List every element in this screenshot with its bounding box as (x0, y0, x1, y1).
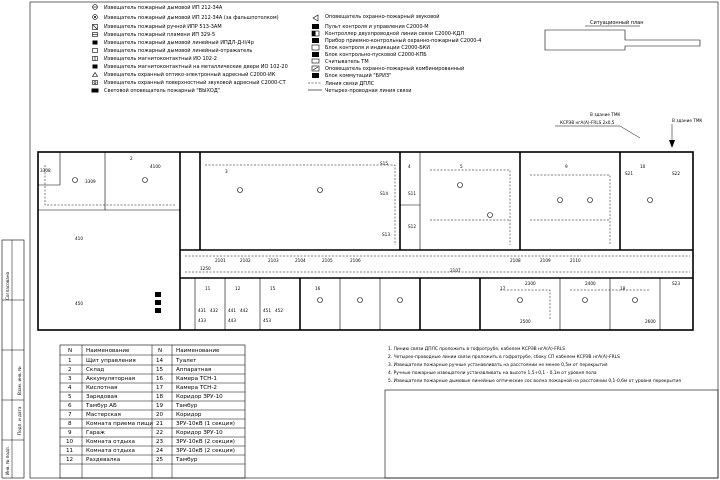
device-tag: 1250 (200, 266, 211, 271)
title-block-frame (385, 390, 718, 478)
floor-plan (38, 152, 693, 330)
table-cell: 8 (68, 421, 72, 427)
legend-left-item: Извещатель пожарный пламени ИП 329-5 (104, 32, 216, 38)
indication-block-icon (312, 45, 319, 50)
device-tag: S11 (408, 191, 416, 196)
legend-right-item: Оповещатель охранно-пожарный комбинированный (325, 66, 465, 72)
device-tag: 432 (210, 308, 218, 313)
sounder-icon (313, 15, 318, 21)
room-number: 12 (235, 286, 241, 291)
cable-label: В здание ТМК (672, 118, 703, 123)
cable-annotations (555, 112, 702, 148)
device-tag: 2102 (240, 258, 251, 263)
room-number: 4 (408, 164, 411, 169)
room-number: 3 (225, 169, 228, 174)
device-tag: 2110 (570, 258, 581, 263)
table-cell: 15 (156, 367, 164, 373)
table-cell: 16 (156, 376, 164, 382)
room-number: 9 (565, 164, 568, 169)
table-cell: Камера ТСН-1 (176, 376, 217, 382)
control-panel-icon (155, 292, 161, 297)
smoke-detector-icon (73, 178, 78, 183)
device-tag: 441 (228, 308, 236, 313)
legend-right-item: Считыватель ТМ (325, 59, 369, 65)
device-tag: 2109 (540, 258, 551, 263)
smoke-detector-icon (318, 298, 323, 303)
legend-left-item: Извещатель пожарный дымовой линейный ИПДЛ-Д-II/4р (104, 40, 254, 46)
legend-right-item: Пульт контроля и управления С2000-М (325, 24, 429, 30)
room-table (60, 345, 245, 478)
table-header-name: Наименование (86, 348, 130, 354)
smoke-detector-icon (583, 298, 588, 303)
legend-left-item: Световой оповещатель пожарный "ВЫХОД" (104, 88, 221, 94)
table-cell: Комната приема пищи (86, 421, 154, 427)
smoke-detector-icon (458, 183, 463, 188)
table-cell: 24 (156, 448, 164, 454)
room-number: 17 (500, 286, 506, 291)
magnet-contact-icon (93, 57, 98, 61)
device-tag: 2107 (450, 268, 461, 273)
device-tag: 2108 (510, 258, 521, 263)
legend-left-item: Извещатель охранный поверхностный звуковой адресный С2000-СТ (104, 80, 286, 86)
stamp-vzam-inv: Взам. инв. № (17, 366, 22, 395)
table-cell: 11 (66, 448, 74, 454)
room-number: 11 (205, 286, 211, 291)
combined-sounder-icon (312, 66, 319, 71)
device-tag: 450 (75, 301, 83, 306)
table-cell: Кислотная (86, 385, 118, 391)
device-tag: S23 (672, 281, 680, 286)
note-line: 1. Линию связи ДПЛС проложить в гофротрубе, кабелем КСРЭВ нгА(А)-FRLS (388, 347, 566, 352)
cable-label: В здание ТМК (590, 112, 621, 117)
device-tag: S12 (408, 224, 416, 229)
legend-right (308, 13, 481, 94)
table-cell: Коридор ЗРУ-10 (176, 430, 223, 436)
smoke-detector-icon (398, 298, 403, 303)
table-cell: Зарядовая (86, 394, 118, 400)
smoke-detector-icon (358, 298, 363, 303)
legend-right-item: Линия связи ДПЛС (325, 81, 375, 87)
device-tag: 4100 (150, 164, 161, 169)
smoke-detector-ceiling-icon (93, 15, 98, 20)
table-cell: Щит управления (86, 358, 136, 364)
table-cell: 1 (68, 358, 72, 364)
table-cell: 5 (68, 394, 72, 400)
site-plan (545, 19, 700, 50)
table-cell: 7 (68, 412, 72, 418)
table-cell: Аккумуляторная (86, 376, 136, 382)
table-cell: Комната отдыха (86, 439, 135, 445)
room-number: 10 (640, 164, 646, 169)
device-tag: S21 (625, 171, 633, 176)
device-tag: S14 (380, 191, 388, 196)
table-cell: ЗРУ-10кВ (1 секция) (176, 421, 235, 427)
glass-break-detector-icon (93, 81, 98, 85)
table-cell: Комната отдыха (86, 448, 135, 454)
smoke-detector-icon (238, 188, 243, 193)
control-device-icon (155, 300, 161, 305)
table-cell: Тамбур (176, 457, 198, 463)
device-tag: 451 (263, 308, 271, 313)
dpls-line-left (45, 165, 175, 205)
stamp-soglasovano: Согласовано (5, 271, 10, 300)
table-cell: 2 (68, 367, 72, 373)
table-cell: Аппаратная (176, 367, 212, 373)
legend-left (92, 4, 288, 94)
dpls-line-top (205, 165, 395, 245)
reflector-icon (93, 49, 98, 53)
note-line: 2. Четырех-проводные линии связи проложить в гофротрубе, сбоку СП кабелем КСРЭВ нгА(А)-FRLS (388, 355, 620, 360)
note-line: 5. Извещатели пожарные дымовые линейные оптические сос волна пожарной на расстоянии 0,1-0,6м от уровня перекрытия (388, 379, 681, 384)
device-tag: 2300 (525, 281, 536, 286)
smoke-detector-icon (93, 5, 98, 10)
legend-right-item: Прибор приемно-контрольный охранно-пожарный С2000-4 (325, 38, 482, 44)
table-cell: 9 (68, 430, 72, 436)
table-cell: Коридор ЗРУ-10 (176, 394, 223, 400)
device-tag: 2500 (520, 319, 531, 324)
cable-label: КСРЭВ нгА(А)-FRLS 2х0,5 (560, 120, 615, 125)
legend-right-item: Блок контрольно-пусковой С2000-КПБ (325, 52, 427, 58)
device-tag: 2104 (295, 258, 306, 263)
legend-left-item: Извещатель пожарный дымовой линейный-отражатель (104, 48, 253, 54)
table-cell: 17 (156, 385, 164, 391)
room-number: 2 (130, 156, 133, 161)
arrow-down-icon (669, 140, 675, 148)
room-number: 5 (460, 164, 463, 169)
control-device-icon (312, 38, 319, 43)
device-tag: 2105 (322, 258, 333, 263)
device-tag: S15 (380, 161, 388, 166)
device-tag: 443 (228, 318, 236, 323)
legend-left-item: Извещатель охранный оптико-электронный адресный С2000-ИК (104, 72, 276, 78)
legend-left-item: Извещатель магнитоконтактный на металлические двери ИО 102-20 (104, 64, 288, 70)
device-tag: 433 (198, 318, 206, 323)
table-cell: ЗРУ-10кВ (2 секция) (176, 439, 235, 445)
table-header-n: N (158, 348, 163, 354)
device-tag: 431 (198, 308, 206, 313)
device-tag: 410 (75, 236, 83, 241)
table-cell: Мастерская (86, 412, 121, 418)
outer-wall (38, 152, 693, 330)
control-panel-icon (312, 24, 319, 29)
room-number: 18 (620, 286, 626, 291)
smoke-detector-icon (588, 198, 593, 203)
device-tag: S22 (672, 171, 680, 176)
flame-detector-icon (93, 33, 98, 37)
device-tag: S13 (382, 232, 390, 237)
table-cell: 22 (156, 430, 164, 436)
ir-detector-icon (93, 73, 98, 77)
table-cell: 3 (68, 376, 72, 382)
legend-left-item: Извещатель пожарный дымовой ИП 212-34А (104, 5, 223, 11)
switch-block-icon (312, 73, 319, 78)
legend-right-item: Контроллер двухпроводной линии связи С2000-КДЛ (325, 31, 464, 37)
device-tag: 2600 (645, 319, 656, 324)
legend-left-item: Извещатель магнитоконтактный ИО 102-2 (104, 56, 217, 62)
legend-right-item: Блок коммутаций "БРИЗ" (325, 73, 392, 79)
smoke-detector-icon (518, 298, 523, 303)
table-cell: 21 (156, 421, 164, 427)
smoke-detector-icon (318, 188, 323, 193)
smoke-detector-icon (633, 298, 638, 303)
device-tag: 2400 (585, 281, 596, 286)
device-tag: 2106 (350, 258, 361, 263)
stamp-podp-data: Подп. и дата (17, 406, 22, 435)
table-cell: 20 (156, 412, 164, 418)
smoke-detector-icon (648, 198, 653, 203)
table-cell: 25 (156, 457, 164, 463)
room-number: 16 (315, 286, 321, 291)
device-tag: 452 (275, 308, 283, 313)
manual-call-point-icon (93, 25, 98, 30)
device-tag: 453 (263, 318, 271, 323)
table-cell: 14 (156, 358, 164, 364)
device-tag: 3309 (85, 179, 96, 184)
room-number: 15 (270, 286, 276, 291)
legend-left-item: Извещатель пожарный дымовой ИП 212-34А (за фальшпотолком) (104, 15, 279, 21)
legend-left-item: Извещатель пожарный ручной ИПР 513-3АМ (104, 24, 222, 30)
device-tag: 3308 (40, 168, 51, 173)
table-cell: Склад (86, 367, 105, 373)
legend-right-item: Оповещатель охранно-пожарный звуковой (325, 14, 440, 20)
controller-kdl-icon (312, 31, 319, 36)
device-tag: 2101 (215, 258, 226, 263)
table-cell: Тамбур (176, 403, 198, 409)
note-line: 4. Ручные пожарные извещатели устанавливать на высоте 1,5+0,1 - 0,1м от уровня пола (388, 371, 597, 376)
table-cell: 19 (156, 403, 164, 409)
table-header-name: Наименование (176, 348, 220, 354)
start-block-icon (155, 308, 161, 313)
table-cell: ЗРУ-10кВ (2 секция) (176, 448, 235, 454)
table-cell: Тамбур АБ (86, 403, 117, 409)
table-cell: Гараж (86, 430, 105, 436)
reader-icon (312, 59, 319, 63)
table-header-n: N (68, 348, 73, 354)
legend-right-item: Четырех-проводная линия связи (325, 88, 412, 94)
table-cell: 23 (156, 439, 164, 445)
general-notes (388, 345, 681, 384)
smoke-detector-icon (488, 213, 493, 218)
start-block-icon (312, 52, 319, 57)
table-cell: Туалет (176, 358, 197, 364)
table-cell: 18 (156, 394, 164, 400)
device-tag: 442 (240, 308, 248, 313)
table-cell: 4 (68, 385, 72, 391)
magnet-contact-metal-icon (93, 65, 98, 69)
table-cell: Камера ТСН-2 (176, 385, 217, 391)
note-line: 3. Извещатели пожарные ручные устанавливать на расстоянии не менее 0,5м от перекрытия (388, 363, 608, 368)
stamp-inv-podl: Инв. № подл. (5, 446, 10, 475)
smoke-detector-icon (558, 198, 563, 203)
site-plan-building (545, 30, 700, 50)
smoke-detector-icon (143, 178, 148, 183)
side-stamp (2, 240, 24, 478)
table-cell: Раздевалка (86, 457, 121, 463)
linear-detector-icon (93, 41, 98, 45)
device-tag: 2103 (268, 258, 279, 263)
legend-right-item: Блок контроля и индикации С2000-БКИ (325, 45, 430, 51)
table-cell: Коридор (176, 412, 202, 418)
table-cell: 12 (66, 457, 74, 463)
table-cell: 10 (66, 439, 74, 445)
table-cell: 6 (68, 403, 72, 409)
site-plan-title: Ситуационный план (590, 20, 644, 26)
exit-sign-icon (92, 89, 99, 93)
